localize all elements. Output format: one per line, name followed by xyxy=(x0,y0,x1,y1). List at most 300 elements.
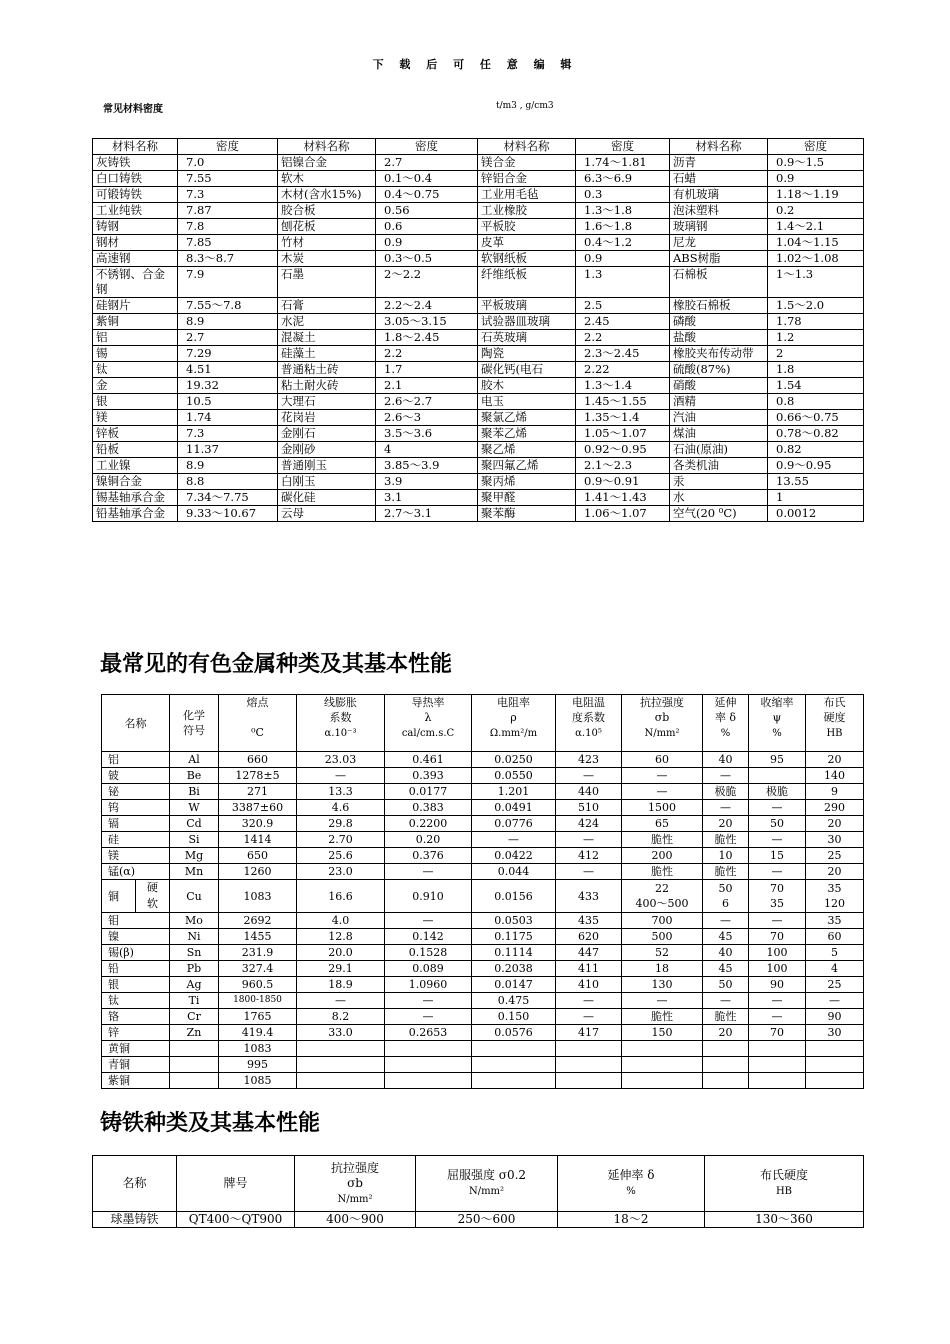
metal-value-cell xyxy=(749,1057,806,1073)
table-row xyxy=(102,768,864,784)
metal-value-cell: 995 xyxy=(219,1057,297,1073)
material-name-cell: 镁合金 xyxy=(478,155,576,171)
density-value-cell: 0.9 xyxy=(376,235,478,251)
copper-expansion: 16.6 xyxy=(297,880,385,913)
density-value-cell: 7.3 xyxy=(178,187,278,203)
iron-value-cell: 400～900 xyxy=(295,1212,416,1228)
metal-value-cell: 620 xyxy=(556,929,622,945)
density-value-cell: 1.05～1.07 xyxy=(576,426,670,442)
metal-value-cell: 29.1 xyxy=(297,961,385,977)
metal-value-cell: 0.2653 xyxy=(385,1025,472,1041)
density-value-cell: 8.9 xyxy=(178,458,278,474)
metal-header-expansion: 线膨胀 系数 α.10⁻³ xyxy=(297,695,385,752)
density-value-cell: 7.8 xyxy=(178,219,278,235)
metal-value-cell: — xyxy=(749,832,806,848)
table-row xyxy=(93,203,864,219)
density-value-cell: 2.7～3.1 xyxy=(376,506,478,522)
iron-name-cell: 球墨铸铁 xyxy=(93,1212,177,1228)
material-name-cell: 石墨 xyxy=(278,267,376,298)
metal-value-cell: 1278±5 xyxy=(219,768,297,784)
density-value-cell: 7.87 xyxy=(178,203,278,219)
material-name-cell: 聚甲醛 xyxy=(478,490,576,506)
metal-value-cell: — xyxy=(385,913,472,929)
density-value-cell: 4 xyxy=(376,442,478,458)
density-value-cell: 1.02～1.08 xyxy=(768,251,864,267)
density-value-cell: 0.9～0.95 xyxy=(768,458,864,474)
material-name-cell: 试验器皿玻璃 xyxy=(478,314,576,330)
metal-value-cell: Mo xyxy=(170,913,219,929)
density-value-cell: 0.78～0.82 xyxy=(768,426,864,442)
material-name-cell: 硅钢片 xyxy=(93,298,178,314)
metal-name-cell: 铬 xyxy=(102,1009,170,1025)
metal-value-cell: 4.0 xyxy=(297,913,385,929)
density-value-cell: 2.2 xyxy=(376,346,478,362)
table-row xyxy=(93,490,864,506)
metal-table xyxy=(101,694,864,1089)
metal-value-cell: Si xyxy=(170,832,219,848)
metal-value-cell: — xyxy=(297,768,385,784)
metal-value-cell: 18 xyxy=(622,961,703,977)
metal-value-cell: 231.9 xyxy=(219,945,297,961)
metal-value-cell: 9 xyxy=(806,784,864,800)
material-name-cell: 高速钢 xyxy=(93,251,178,267)
density-value-cell: 1.54 xyxy=(768,378,864,394)
metal-header-reduction: 收缩率 ψ % xyxy=(749,695,806,752)
iron-value-cell: 18～2 xyxy=(558,1212,705,1228)
material-name-cell: 白刚玉 xyxy=(278,474,376,490)
metal-value-cell: 60 xyxy=(806,929,864,945)
metal-name-cell: 紫铜 xyxy=(102,1073,170,1089)
metal-value-cell: 脆性 xyxy=(703,832,749,848)
material-name-cell: 钢材 xyxy=(93,235,178,251)
metal-value-cell: 脆性 xyxy=(703,864,749,880)
metal-value-cell: 3387±60 xyxy=(219,800,297,816)
material-name-cell: 工业镍 xyxy=(93,458,178,474)
material-name-cell: 竹材 xyxy=(278,235,376,251)
table-row xyxy=(102,864,864,880)
density-value-cell: 7.9 xyxy=(178,267,278,298)
metal-value-cell: 30 xyxy=(806,832,864,848)
metal-value-cell xyxy=(472,1041,556,1057)
density-value-cell: 1.74 xyxy=(178,410,278,426)
metal-value-cell: 0.150 xyxy=(472,1009,556,1025)
density-value-cell: 0.3～0.5 xyxy=(376,251,478,267)
density-value-cell: 1 xyxy=(768,490,864,506)
material-name-cell: 聚苯酶 xyxy=(478,506,576,522)
material-name-cell: 皮革 xyxy=(478,235,576,251)
copper-elongation: 50 6 xyxy=(703,880,749,913)
metal-value-cell: 140 xyxy=(806,768,864,784)
metal-name-cell: 钨 xyxy=(102,800,170,816)
density-value-cell: 2.1 xyxy=(376,378,478,394)
metal-value-cell: 40 xyxy=(703,945,749,961)
table-row xyxy=(102,945,864,961)
table-row xyxy=(93,394,864,410)
metal-value-cell: 脆性 xyxy=(622,864,703,880)
material-name-cell: 铸钢 xyxy=(93,219,178,235)
metal-value-cell: 0.0491 xyxy=(472,800,556,816)
metal-value-cell: 70 xyxy=(749,929,806,945)
metal-value-cell: 0.044 xyxy=(472,864,556,880)
metal-value-cell: 0.2200 xyxy=(385,816,472,832)
metal-name-cell: 铝 xyxy=(102,752,170,768)
metal-header-row xyxy=(102,695,864,752)
metal-name-cell: 硅 xyxy=(102,832,170,848)
material-name-cell: 锡 xyxy=(93,346,178,362)
metal-value-cell: — xyxy=(556,864,622,880)
metal-value-cell: 0.0576 xyxy=(472,1025,556,1041)
density-value-cell: 1.41～1.43 xyxy=(576,490,670,506)
material-name-cell: 锌铝合金 xyxy=(478,171,576,187)
density-value-cell: 2.45 xyxy=(576,314,670,330)
material-name-cell: 锡基轴承合金 xyxy=(93,490,178,506)
metal-value-cell: 0.1175 xyxy=(472,929,556,945)
metal-value-cell: 0.1528 xyxy=(385,945,472,961)
density-value-cell: 0.9～1.5 xyxy=(768,155,864,171)
density-value-cell: 2.5 xyxy=(576,298,670,314)
table-row xyxy=(93,219,864,235)
metal-name-cell: 铅 xyxy=(102,961,170,977)
metal-value-cell: 130 xyxy=(622,977,703,993)
metal-value-cell: 320.9 xyxy=(219,816,297,832)
metal-value-cell: 2692 xyxy=(219,913,297,929)
density-value-cell: 1.35～1.4 xyxy=(576,410,670,426)
metal-value-cell: 20.0 xyxy=(297,945,385,961)
metal-value-cell xyxy=(385,1073,472,1089)
density-value-cell: 1.2 xyxy=(768,330,864,346)
density-value-cell: 2.7 xyxy=(376,155,478,171)
metal-value-cell: 23.03 xyxy=(297,752,385,768)
material-name-cell: 镍铜合金 xyxy=(93,474,178,490)
material-name-cell: 软木 xyxy=(278,171,376,187)
metal-value-cell: Ni xyxy=(170,929,219,945)
table-row xyxy=(102,913,864,929)
table-row xyxy=(93,187,864,203)
table-row xyxy=(102,929,864,945)
density-value-cell: 1.3～1.8 xyxy=(576,203,670,219)
material-name-cell: 胶合板 xyxy=(278,203,376,219)
metal-header-melting: 熔点 ⁰C xyxy=(219,695,297,752)
metal-value-cell xyxy=(556,1057,622,1073)
metal-section-title: 最常见的有色金属种类及其基本性能 xyxy=(100,652,453,677)
metal-value-cell xyxy=(703,1057,749,1073)
metal-value-cell: 20 xyxy=(703,1025,749,1041)
material-name-cell: 石膏 xyxy=(278,298,376,314)
material-name-cell: 普通刚玉 xyxy=(278,458,376,474)
density-value-cell: 1.6～1.8 xyxy=(576,219,670,235)
table-row xyxy=(93,458,864,474)
metal-value-cell: 650 xyxy=(219,848,297,864)
metal-name-cell: 钼 xyxy=(102,913,170,929)
density-value-cell: 2.6～2.7 xyxy=(376,394,478,410)
metal-value-cell: 0.0503 xyxy=(472,913,556,929)
metal-value-cell: 960.5 xyxy=(219,977,297,993)
table-row xyxy=(93,155,864,171)
material-name-cell: 汞 xyxy=(670,474,768,490)
metal-value-cell: 25 xyxy=(806,977,864,993)
metal-value-cell: Be xyxy=(170,768,219,784)
metal-value-cell: Ag xyxy=(170,977,219,993)
metal-value-cell: 4.6 xyxy=(297,800,385,816)
iron-value-cell: QT400～QT900 xyxy=(177,1212,295,1228)
metal-value-cell xyxy=(385,1057,472,1073)
material-name-cell: 石油(原油) xyxy=(670,442,768,458)
metal-value-cell xyxy=(622,1041,703,1057)
metal-value-cell xyxy=(749,1073,806,1089)
metal-value-cell xyxy=(472,1057,556,1073)
metal-name-cell: 铋 xyxy=(102,784,170,800)
metal-value-cell: 18.9 xyxy=(297,977,385,993)
material-name-cell: 硝酸 xyxy=(670,378,768,394)
metal-value-cell: 33.0 xyxy=(297,1025,385,1041)
metal-value-cell: 1260 xyxy=(219,864,297,880)
iron-body xyxy=(93,1212,864,1228)
material-name-cell: 金刚石 xyxy=(278,426,376,442)
metal-value-cell: 1500 xyxy=(622,800,703,816)
metal-value-cell: Bi xyxy=(170,784,219,800)
density-header-cell: 材料名称 xyxy=(278,139,376,155)
table-row xyxy=(93,314,864,330)
density-value-cell: 1.8 xyxy=(768,362,864,378)
density-value-cell: 8.9 xyxy=(178,314,278,330)
metal-value-cell: — xyxy=(556,768,622,784)
material-name-cell: 工业纯铁 xyxy=(93,203,178,219)
material-name-cell: 空气(20 ⁰C) xyxy=(670,506,768,522)
metal-name-cell: 青铜 xyxy=(102,1057,170,1073)
metal-value-cell: 脆性 xyxy=(703,1009,749,1025)
metal-value-cell: — xyxy=(622,784,703,800)
metal-value-cell: 0.1114 xyxy=(472,945,556,961)
table-row xyxy=(102,752,864,768)
metal-value-cell: 0.089 xyxy=(385,961,472,977)
density-value-cell: 2 xyxy=(768,346,864,362)
density-value-cell: 7.34～7.75 xyxy=(178,490,278,506)
metal-value-cell: 15 xyxy=(749,848,806,864)
density-value-cell: 0.8 xyxy=(768,394,864,410)
density-value-cell: 1.06～1.07 xyxy=(576,506,670,522)
metal-value-cell: 极脆 xyxy=(749,784,806,800)
metal-value-cell: 1083 xyxy=(219,1041,297,1057)
density-value-cell: 7.0 xyxy=(178,155,278,171)
metal-value-cell: 0.461 xyxy=(385,752,472,768)
material-name-cell: 硫酸(87%) xyxy=(670,362,768,378)
iron-header-grade: 牌号 xyxy=(177,1156,295,1212)
material-name-cell: 灰铸铁 xyxy=(93,155,178,171)
metal-value-cell: 40 xyxy=(703,752,749,768)
metal-name-cell: 锡(β) xyxy=(102,945,170,961)
density-value-cell: 3.85～3.9 xyxy=(376,458,478,474)
density-value-cell: 2.3～2.45 xyxy=(576,346,670,362)
table-row xyxy=(93,251,864,267)
density-value-cell: 1.18～1.19 xyxy=(768,187,864,203)
metal-value-cell: 极脆 xyxy=(703,784,749,800)
material-name-cell: 平板玻璃 xyxy=(478,298,576,314)
table-row xyxy=(102,961,864,977)
metal-name-cell: 锰(α) xyxy=(102,864,170,880)
density-value-cell: 0.82 xyxy=(768,442,864,458)
table-row xyxy=(93,362,864,378)
material-name-cell: ABS树脂 xyxy=(670,251,768,267)
material-name-cell: 有机玻璃 xyxy=(670,187,768,203)
metal-value-cell: 0.142 xyxy=(385,929,472,945)
metal-name-cell: 钛 xyxy=(102,993,170,1009)
density-value-cell: 7.3 xyxy=(178,426,278,442)
table-row xyxy=(93,298,864,314)
metal-value-cell: — xyxy=(749,1009,806,1025)
material-name-cell: 汽油 xyxy=(670,410,768,426)
metal-value-cell: — xyxy=(703,993,749,1009)
metal-value-cell: — xyxy=(472,832,556,848)
density-value-cell: 1～1.3 xyxy=(768,267,864,298)
copper-melting: 1083 xyxy=(219,880,297,913)
material-name-cell: 白口铸铁 xyxy=(93,171,178,187)
density-header-cell: 材料名称 xyxy=(93,139,178,155)
metal-value-cell: 447 xyxy=(556,945,622,961)
material-name-cell: 锌板 xyxy=(93,426,178,442)
metal-value-cell: 411 xyxy=(556,961,622,977)
material-name-cell: 橡胶石棉板 xyxy=(670,298,768,314)
material-name-cell: 平板胶 xyxy=(478,219,576,235)
density-value-cell: 19.32 xyxy=(178,378,278,394)
metal-value-cell: 1800-1850 xyxy=(219,993,297,1009)
metal-header-conductivity: 导热率 λ cal/cm.s.C xyxy=(385,695,472,752)
material-name-cell: 聚氯乙烯 xyxy=(478,410,576,426)
metal-name-cell: 镉 xyxy=(102,816,170,832)
density-value-cell: 7.85 xyxy=(178,235,278,251)
density-value-cell: 1.45～1.55 xyxy=(576,394,670,410)
material-name-cell: 石蜡 xyxy=(670,171,768,187)
material-name-cell: 云母 xyxy=(278,506,376,522)
metal-value-cell: 1.0960 xyxy=(385,977,472,993)
metal-value-cell: 25 xyxy=(806,848,864,864)
density-value-cell: 1.5～2.0 xyxy=(768,298,864,314)
density-value-cell: 0.3 xyxy=(576,187,670,203)
material-name-cell: 石英玻璃 xyxy=(478,330,576,346)
material-name-cell: 软钢纸板 xyxy=(478,251,576,267)
iron-header-elongation: 延伸率 δ % xyxy=(558,1156,705,1212)
material-name-cell: 铝 xyxy=(93,330,178,346)
material-name-cell: 纤维纸板 xyxy=(478,267,576,298)
material-name-cell: 沥青 xyxy=(670,155,768,171)
metal-value-cell: Zn xyxy=(170,1025,219,1041)
metal-value-cell xyxy=(622,1057,703,1073)
metal-value-cell: 1414 xyxy=(219,832,297,848)
metal-value-cell: 0.376 xyxy=(385,848,472,864)
density-value-cell: 0.66～0.75 xyxy=(768,410,864,426)
material-name-cell: 铅板 xyxy=(93,442,178,458)
metal-value-cell: — xyxy=(749,800,806,816)
metal-value-cell xyxy=(472,1073,556,1089)
metal-value-cell xyxy=(170,1057,219,1073)
density-value-cell: 2.2～2.4 xyxy=(376,298,478,314)
metal-value-cell: 5 xyxy=(806,945,864,961)
metal-value-cell: 0.2038 xyxy=(472,961,556,977)
table-row xyxy=(93,1212,864,1228)
material-name-cell: 工业橡胶 xyxy=(478,203,576,219)
metal-value-cell xyxy=(385,1041,472,1057)
copper-states: 硬 软 xyxy=(136,880,170,913)
metal-value-cell: Mg xyxy=(170,848,219,864)
density-value-cell: 2.6～3 xyxy=(376,410,478,426)
metal-value-cell: — xyxy=(385,1009,472,1025)
table-row xyxy=(93,171,864,187)
density-value-cell: 11.37 xyxy=(178,442,278,458)
material-name-cell: 石棉板 xyxy=(670,267,768,298)
metal-name-cell: 镍 xyxy=(102,929,170,945)
metal-value-cell xyxy=(806,1073,864,1089)
density-value-cell: 8.3～8.7 xyxy=(178,251,278,267)
density-value-cell: 13.55 xyxy=(768,474,864,490)
density-header-cell: 密度 xyxy=(376,139,478,155)
density-value-cell: 3.5～3.6 xyxy=(376,426,478,442)
table-row xyxy=(93,426,864,442)
metal-value-cell: 25.6 xyxy=(297,848,385,864)
metal-value-cell: 290 xyxy=(806,800,864,816)
table-row xyxy=(93,474,864,490)
metal-value-cell: — xyxy=(556,1009,622,1025)
metal-value-cell: 45 xyxy=(703,929,749,945)
metal-value-cell: 1455 xyxy=(219,929,297,945)
metal-value-cell: 424 xyxy=(556,816,622,832)
metal-value-cell xyxy=(749,768,806,784)
metal-value-cell: Ti xyxy=(170,993,219,1009)
iron-header-hardness: 布氏硬度 HB xyxy=(705,1156,864,1212)
density-value-cell: 1.74～1.81 xyxy=(576,155,670,171)
metal-value-cell: 脆性 xyxy=(622,1009,703,1025)
metal-value-cell: 20 xyxy=(806,752,864,768)
density-value-cell: 1.04～1.15 xyxy=(768,235,864,251)
metal-value-cell: — xyxy=(385,864,472,880)
metal-value-cell xyxy=(556,1041,622,1057)
metal-value-cell: 13.3 xyxy=(297,784,385,800)
metal-value-cell: 90 xyxy=(806,1009,864,1025)
metal-value-cell: 1.201 xyxy=(472,784,556,800)
material-name-cell: 水泥 xyxy=(278,314,376,330)
metal-value-cell: 脆性 xyxy=(622,832,703,848)
metal-name-cell: 银 xyxy=(102,977,170,993)
copper-resistivity: 0.0156 xyxy=(472,880,556,913)
table-row xyxy=(93,330,864,346)
metal-value-cell: 50 xyxy=(749,816,806,832)
metal-value-cell: 2.70 xyxy=(297,832,385,848)
iron-section-title: 铸铁种类及其基本性能 xyxy=(100,1111,321,1136)
metal-value-cell: — xyxy=(297,993,385,1009)
density-value-cell: 0.9～0.91 xyxy=(576,474,670,490)
metal-value-cell: — xyxy=(556,993,622,1009)
table-row xyxy=(102,832,864,848)
metal-value-cell: 0.20 xyxy=(385,832,472,848)
table-row xyxy=(93,506,864,522)
density-value-cell: 1.3 xyxy=(576,267,670,298)
metal-value-cell: — xyxy=(622,768,703,784)
header-note: 下 载 后 可 任 意 编 辑 xyxy=(372,58,578,71)
material-name-cell: 钛 xyxy=(93,362,178,378)
copper-temp-coef: 433 xyxy=(556,880,622,913)
metal-value-cell: 660 xyxy=(219,752,297,768)
density-value-cell: 0.2 xyxy=(768,203,864,219)
density-value-cell: 3.05～3.15 xyxy=(376,314,478,330)
metal-value-cell: — xyxy=(556,832,622,848)
metal-value-cell: 410 xyxy=(556,977,622,993)
metal-value-cell xyxy=(622,1073,703,1089)
material-name-cell: 紫铜 xyxy=(93,314,178,330)
material-name-cell: 聚乙烯 xyxy=(478,442,576,458)
metal-value-cell: 1765 xyxy=(219,1009,297,1025)
metal-value-cell: 0.0147 xyxy=(472,977,556,993)
table-row xyxy=(102,784,864,800)
material-name-cell: 不锈钢、合金钢 xyxy=(93,267,178,298)
material-name-cell: 碳化钙(电石 xyxy=(478,362,576,378)
